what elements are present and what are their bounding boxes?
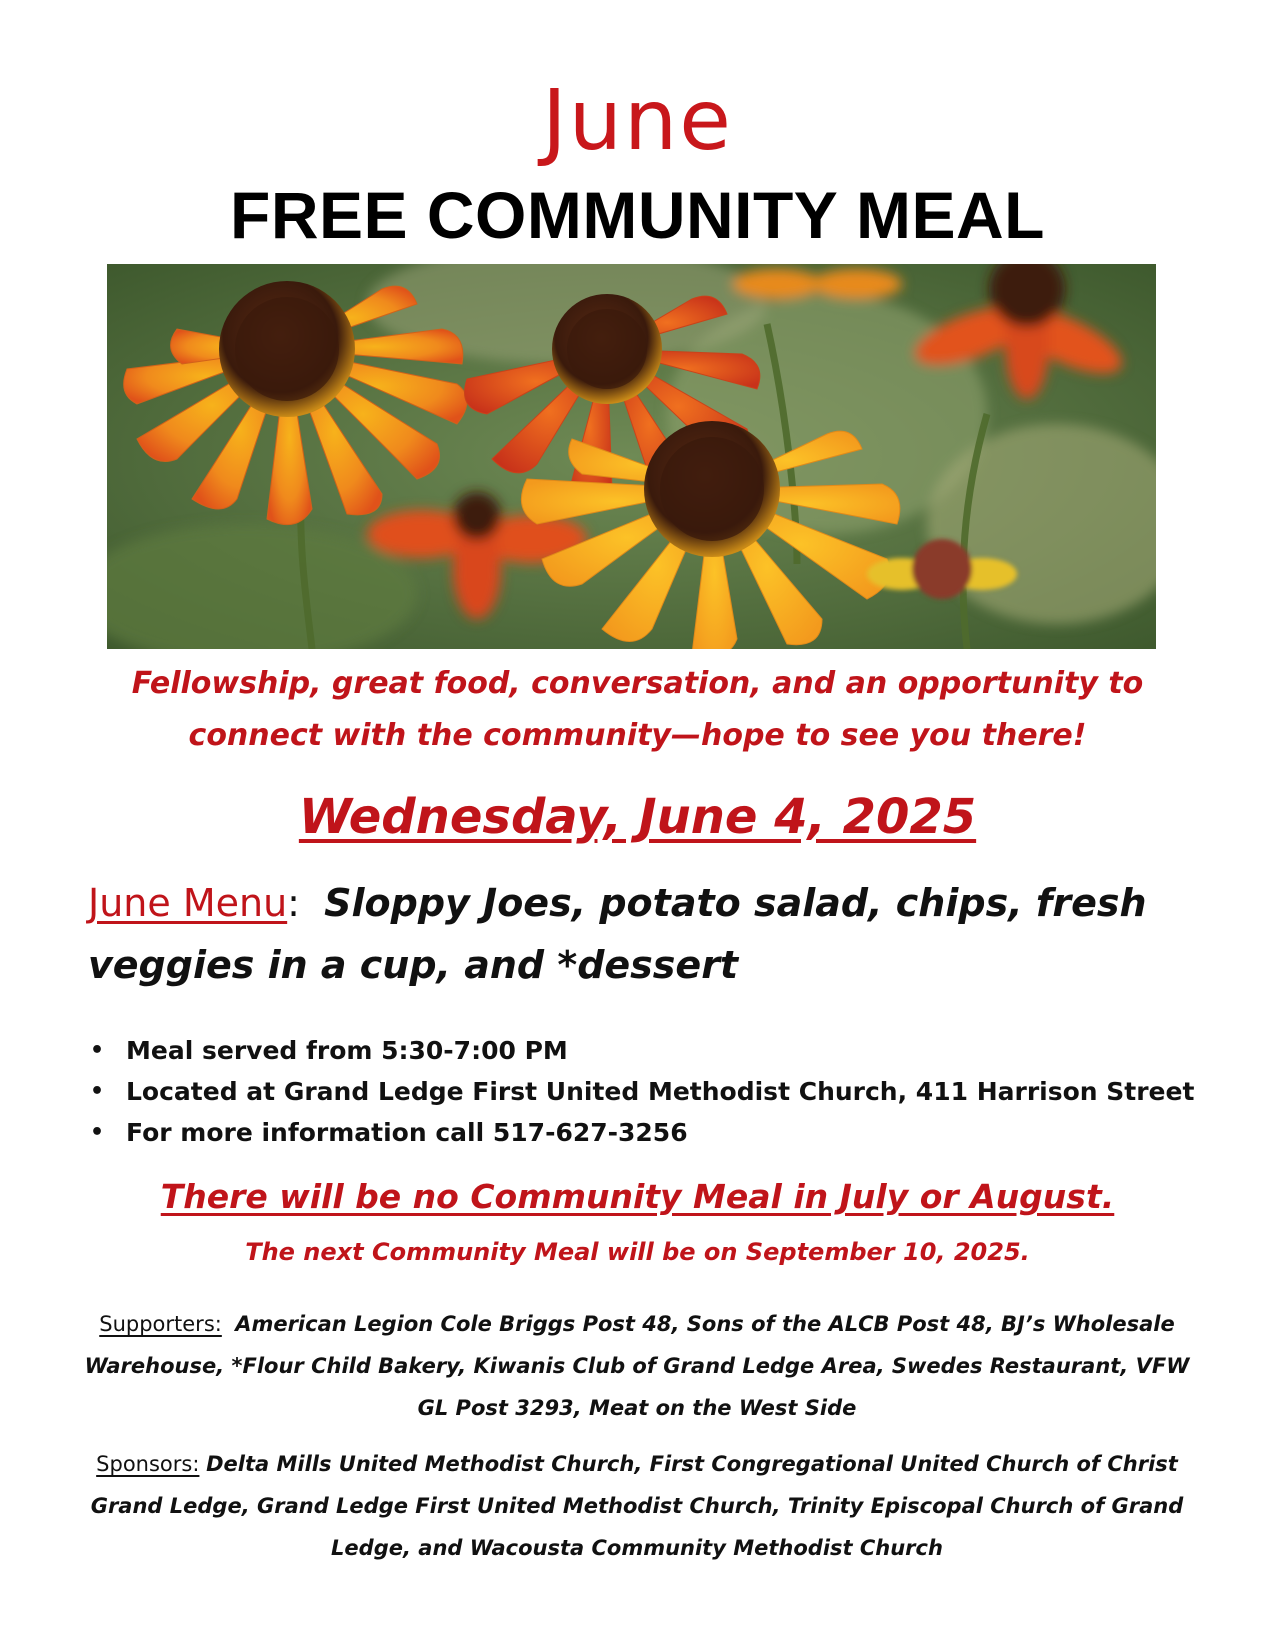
bullet-icon: • [90, 1038, 105, 1063]
list-item [88, 1030, 1208, 1071]
menu-section [88, 872, 1198, 996]
menu-label: June Menu [88, 881, 288, 925]
flowers-photo [107, 264, 1156, 649]
supporters-names: American Legion Cole Briggs Post 48, Sons of the ALCB Post 48, BJ’s Wholesale Warehouse, *Flour Child Bakery, Kiwanis Club of Grand Ledge Area, Swedes Restaurant, VFW GL Post 3293, Meat on the West Side [84, 1312, 1190, 1420]
bullet-icon: • [90, 1079, 105, 1104]
detail-time: Meal served from 5:30-7:00 PM [126, 1036, 568, 1065]
detail-location: Located at Grand Ledge First United Methodist Church, 411 Harrison Street [126, 1077, 1195, 1106]
month-title: June [542, 71, 733, 169]
event-date: Wednesday, June 4, 2025 [298, 789, 977, 845]
list-item [88, 1112, 1208, 1153]
next-meal-notice: The next Community Meal will be on September 10, 2025. [245, 1238, 1030, 1266]
bullet-icon: • [90, 1120, 105, 1145]
sponsors-label: Sponsors: [96, 1452, 200, 1476]
page-title: FREE COMMUNITY MEAL [230, 178, 1045, 252]
menu-separator: : [287, 881, 300, 925]
sponsors-section [82, 1443, 1192, 1569]
tagline-line-2: connect with the community—hope to see you there! [188, 718, 1087, 753]
sponsors-names: Delta Mills United Methodist Church, First Congregational United Church of Christ Grand Ledge, Grand Ledge First United Methodist Church, Trinity Episcopal Church of Grand Ledge, and Wacousta Community Methodist Church [90, 1452, 1184, 1560]
supporters-section [82, 1303, 1192, 1429]
tagline [60, 658, 1215, 762]
list-item [88, 1071, 1208, 1112]
menu-items: Sloppy Joes, potato salad, chips, fresh veggies in a cup, and *dessert [88, 881, 1147, 987]
tagline-line-1: Fellowship, great food, conversation, and an opportunity to [131, 666, 1144, 701]
supporters-label: Supporters: [99, 1312, 222, 1336]
detail-phone: For more information call 517-627-3256 [126, 1118, 688, 1147]
details-list [88, 1030, 1208, 1153]
no-meal-notice: There will be no Community Meal in July or August. [160, 1177, 1115, 1216]
